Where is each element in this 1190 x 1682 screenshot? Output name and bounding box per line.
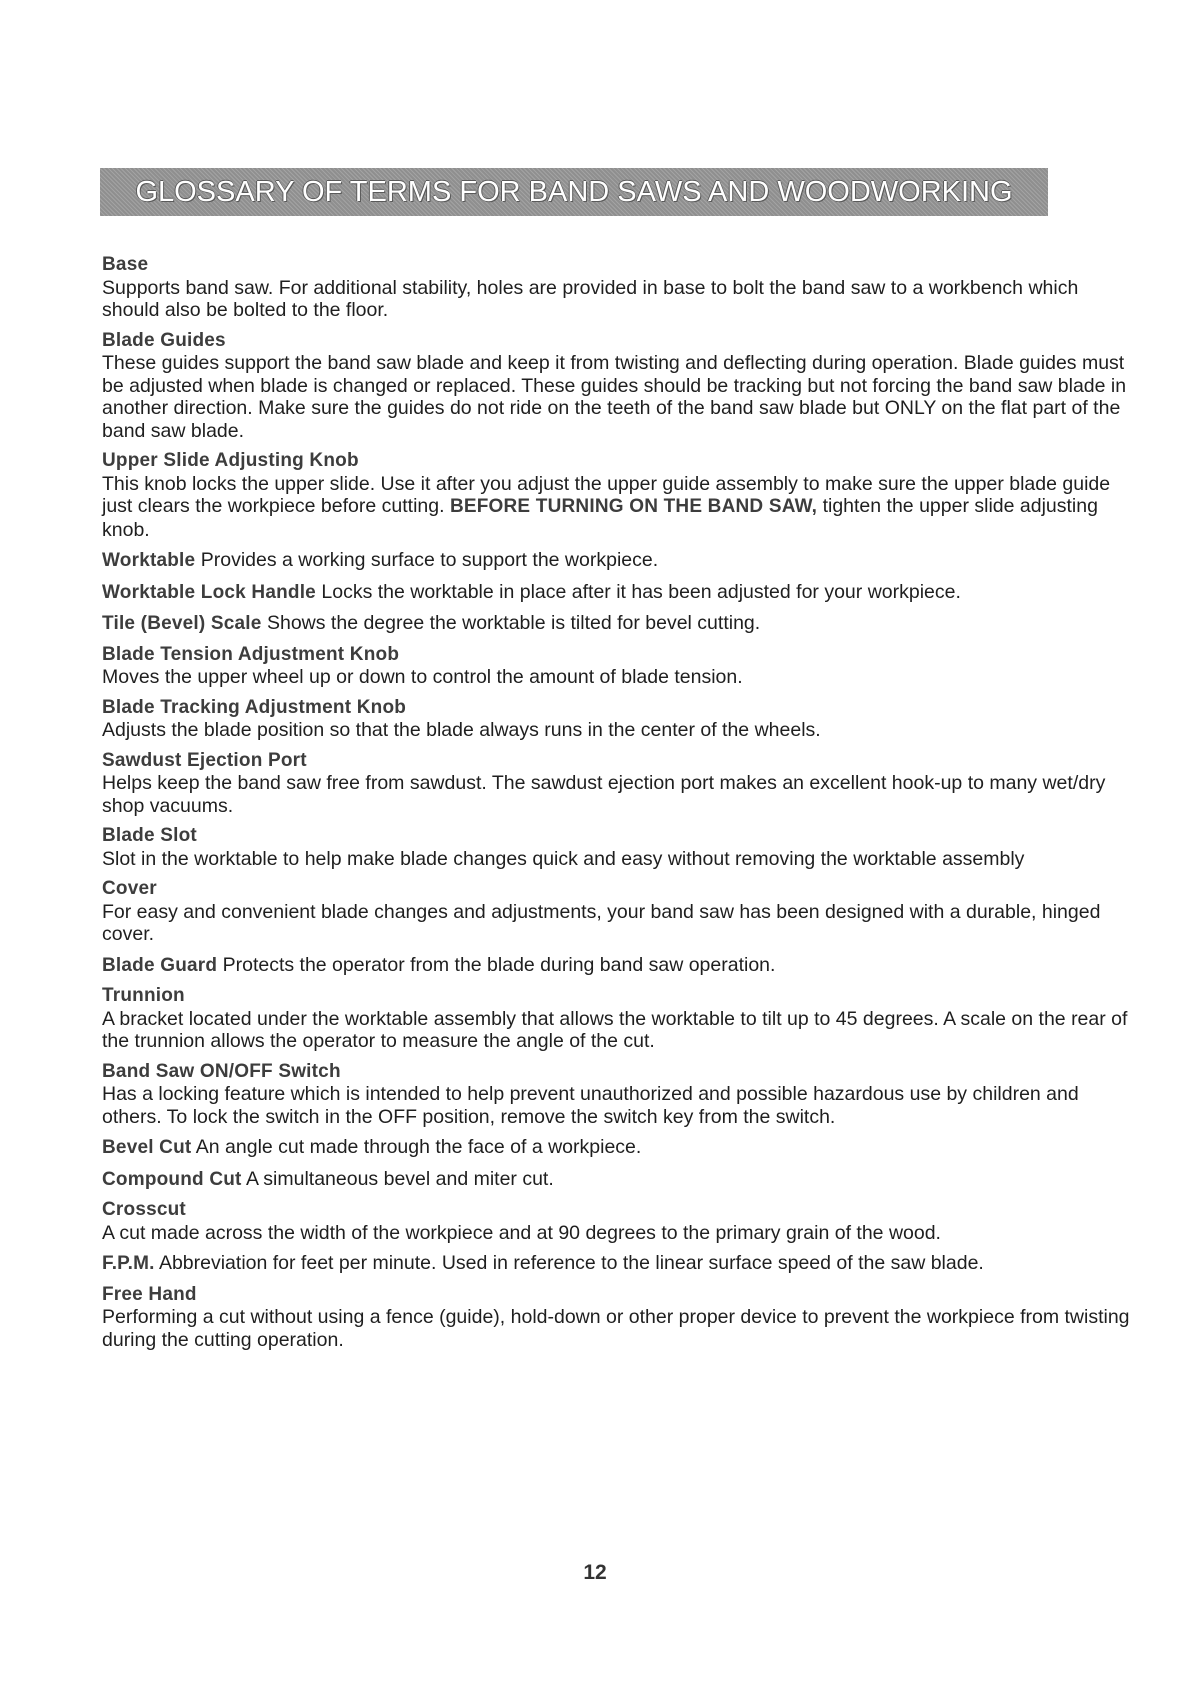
glossary-definition: Abbreviation for feet per minute. Used in reference to the linear surface speed of the saw blade.	[158, 1252, 984, 1274]
page-title: GLOSSARY OF TERMS FOR BAND SAWS AND WOODWORKING	[135, 175, 1013, 208]
glossary-definition: Slot in the worktable to help make blade changes quick and easy without removing the worktable assembly	[102, 847, 1025, 870]
glossary-definition: Adjusts the blade position so that the blade always runs in the center of the wheels.	[102, 719, 821, 741]
glossary-definition: This knob locks the upper slide. Use it after you adjust the upper guide assembly to make sure the upper blade guide just clears the workpiece before cutting.	[102, 472, 1111, 517]
glossary-entry	[102, 254, 1132, 322]
glossary-entry	[102, 825, 1132, 870]
glossary-warning-emphasis: BEFORE TURNING ON THE BAND SAW,	[449, 496, 818, 517]
glossary-term: Blade Guides	[102, 329, 226, 351]
glossary-entry	[102, 612, 1132, 636]
glossary-definition: Provides a working surface to support the workpiece.	[200, 549, 659, 571]
glossary-term: Cover	[102, 878, 157, 899]
glossary-definition: These guides support the band saw blade and keep it from twisting and deflecting during operation. Blade guides must be adjusted when blade is changed or replaced. These guides should be tracking but not forcing the band saw blade in another direction. Make sure the guides do not ride on the teeth of the band saw blade but ONLY on the flat part of the band saw blade.	[102, 352, 1127, 442]
glossary-entry	[102, 644, 1132, 689]
glossary-entry	[102, 1168, 1132, 1192]
glossary-entry	[102, 1061, 1132, 1129]
glossary-definition: Locks the worktable in place after it has been adjusted for your workpiece.	[321, 580, 961, 603]
glossary-entry	[102, 1252, 1132, 1276]
glossary-entry	[102, 985, 1132, 1053]
glossary-definition: For easy and convenient blade changes and adjustments, your band saw has been designed with a durable, hinged cover.	[102, 900, 1101, 945]
glossary-entry	[102, 581, 1132, 605]
glossary-term: Tile (Bevel) Scale	[102, 613, 262, 634]
glossary-term: Base	[102, 254, 149, 275]
glossary-term: Blade Guard	[102, 954, 218, 976]
glossary-term: Sawdust Ejection Port	[102, 749, 307, 771]
glossary-entry	[102, 878, 1132, 946]
glossary-entry	[102, 697, 1132, 742]
glossary-definition: Supports band saw. For additional stability, holes are provided in base to bolt the band saw to a workbench which should also be bolted to the floor.	[102, 276, 1079, 321]
glossary-definition: A simultaneous bevel and miter cut.	[245, 1167, 554, 1190]
glossary-entry	[102, 330, 1132, 443]
glossary-entry	[102, 954, 1132, 978]
glossary-entry	[102, 549, 1132, 573]
glossary-term: Free Hand	[102, 1283, 197, 1305]
glossary-definition: A bracket located under the worktable assembly that allows the worktable to tilt up to 45 degrees. A scale on the rear of the trunnion allows the operator to measure the angle of the cut.	[102, 1007, 1128, 1052]
glossary-term: Band Saw ON/OFF Switch	[102, 1060, 341, 1082]
glossary-header-banner	[100, 168, 1048, 216]
glossary-definition: Moves the upper wheel up or down to control the amount of blade tension.	[102, 666, 743, 688]
glossary-entry	[102, 1136, 1132, 1160]
glossary-term: Bevel Cut	[102, 1137, 192, 1158]
glossary-term: Crosscut	[102, 1199, 186, 1220]
glossary-definition: Has a locking feature which is intended to help prevent unauthorized and possible hazardous use by children and others. To lock the switch in the OFF position, remove the switch key from the switch.	[102, 1083, 1079, 1128]
glossary-entry	[102, 750, 1132, 818]
glossary-definition: An angle cut made through the face of a workpiece.	[195, 1136, 642, 1158]
glossary-term: F.P.M.	[102, 1253, 155, 1274]
glossary-term: Trunnion	[102, 985, 185, 1006]
glossary-definition: Performing a cut without using a fence (guide), hold-down or other proper device to prevent the workpiece from twisting during the cutting operation.	[102, 1306, 1130, 1351]
glossary-entry	[102, 450, 1132, 541]
glossary-term: Compound Cut	[102, 1168, 242, 1190]
page-number: 12	[583, 1561, 607, 1584]
glossary-definition: Protects the operator from the blade during band saw operation.	[222, 953, 776, 976]
glossary-definition: Shows the degree the worktable is tilted for bevel cutting.	[266, 612, 761, 634]
glossary-term: Worktable	[102, 550, 196, 571]
glossary-term: Blade Slot	[102, 825, 197, 846]
glossary-term: Upper Slide Adjusting Knob	[102, 450, 359, 471]
glossary-definition: A cut made across the width of the workpiece and at 90 degrees to the primary grain of the wood.	[102, 1221, 941, 1244]
glossary-definition-continued: tighten the upper slide adjusting knob.	[102, 495, 1098, 541]
glossary-definition: Helps keep the band saw free from sawdust. The sawdust ejection port makes an excellent hook-up to many wet/dry shop vacuums.	[102, 772, 1106, 817]
glossary-entry	[102, 1199, 1132, 1244]
glossary-entry	[102, 1284, 1132, 1352]
glossary-term: Blade Tracking Adjustment Knob	[102, 696, 407, 718]
glossary-term: Blade Tension Adjustment Knob	[102, 643, 400, 665]
glossary-term: Worktable Lock Handle	[102, 581, 316, 603]
glossary-entries	[102, 254, 1132, 1359]
